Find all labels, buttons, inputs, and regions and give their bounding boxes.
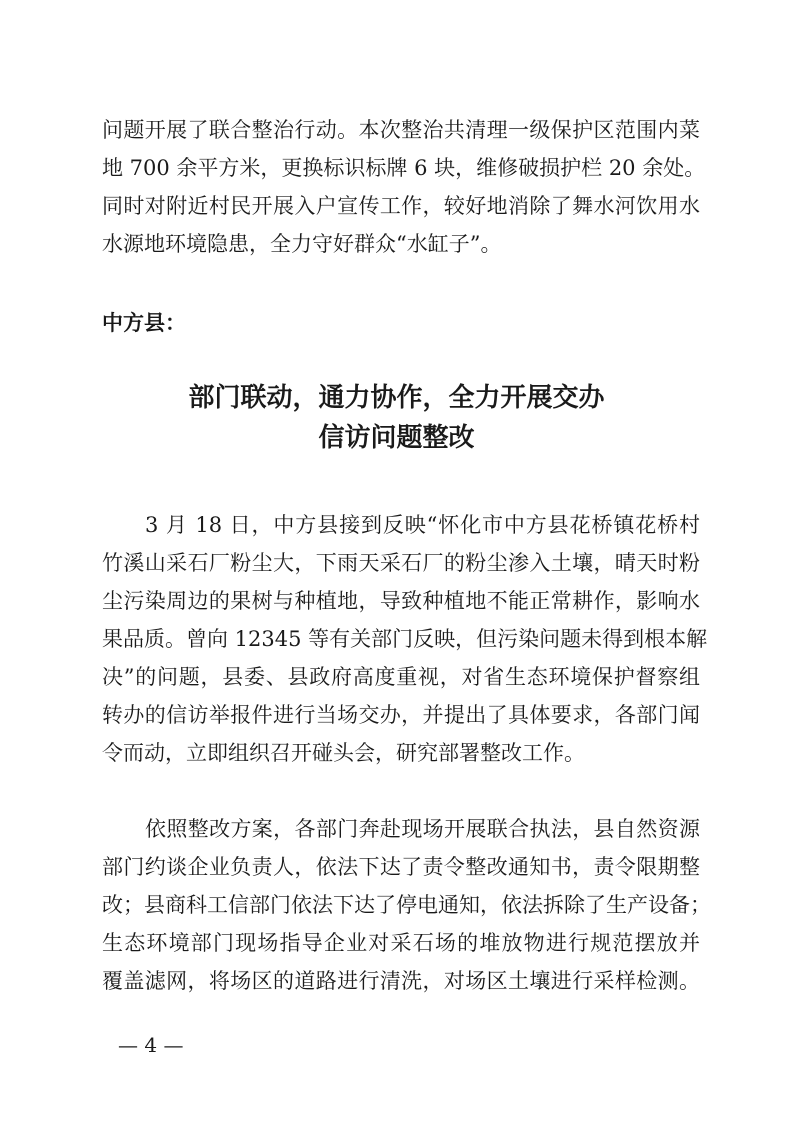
text-line: 转办的信访举报件进行当场交办，并提出了具体要求，各部门闻 [102,703,700,727]
paragraph-1 [102,111,706,263]
text-line: 部门约谈企业负责人，依法下达了责令整改通知书，责令限期整 [102,855,700,879]
paragraph-3 [102,810,711,1000]
text-line: 问题开展了联合整治行动。本次整治共清理一级保护区范围内菜 [102,118,700,142]
text-line: 令而动，立即组织召开碰头会，研究部署整改工作。 [102,741,585,765]
text-line: 覆盖滤网，将场区的道路进行清洗，对场区土壤进行采样检测。 [102,969,700,993]
section-heading: 中方县： [102,310,186,335]
text-line: 生态环境部门现场指导企业对采石场的堆放物进行规范摆放并 [102,931,700,955]
paragraph-2 [102,506,708,772]
text-line: 水源地环境隐患，全力守好群众“水缸子”。 [102,232,502,256]
text-line: 依照整改方案，各部门奔赴现场开展联合执法，县自然资源 [145,817,700,841]
article-title-line-1: 部门联动，通力协作，全力开展交办 [188,383,605,413]
text-line: 3 月 18 日，中方县接到反映“怀化市中方县花桥镇花桥村 [145,513,700,537]
text-line: 改；县商科工信部门依法下达了停电通知，依法拆除了生产设备； [102,893,711,917]
text-line: 地 700 余平方米，更换标识标牌 6 块，维修破损护栏 20 余处。 [102,156,706,180]
text-line: 果品质。曾向 12345 等有关部门反映，但污染问题未得到根本解 [102,627,708,651]
article-title [0,378,793,458]
text-line: 决”的问题，县委、县政府高度重视，对省生态环境保护督察组 [102,665,700,689]
text-line: 尘污染周边的果树与种植地，导致种植地不能正常耕作，影响水 [102,589,700,613]
page-number: — 4 — [118,1033,184,1057]
text-line: 竹溪山采石厂粉尘大，下雨天采石厂的粉尘渗入土壤，晴天时粉 [102,551,700,575]
article-title-line-2: 信访问题整改 [318,423,475,453]
text-line: 同时对附近村民开展入户宣传工作，较好地消除了舞水河饮用水 [102,194,700,218]
